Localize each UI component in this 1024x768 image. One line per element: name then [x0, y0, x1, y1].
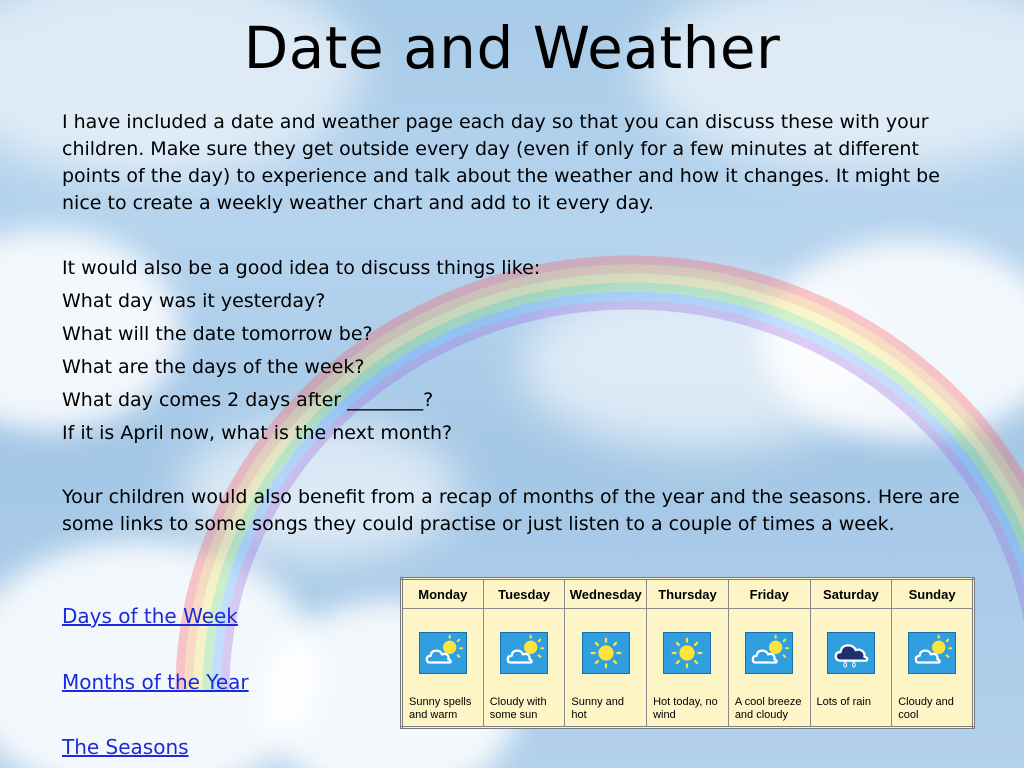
discussion-question: What day comes 2 days after ________? — [62, 389, 434, 411]
cloud-sun-icon — [501, 633, 547, 673]
sun-icon — [664, 633, 710, 673]
weather-description: Hot today, no wind — [653, 696, 718, 721]
discussion-question: If it is April now, what is the next month? — [62, 422, 453, 444]
weather-description: Cloudy with some sun — [489, 696, 547, 721]
weather-chart-body-row — [402, 609, 974, 728]
weather-description: Lots of rain — [816, 696, 871, 708]
weather-description: Sunny and hot — [571, 696, 625, 721]
sun-icon — [583, 633, 629, 673]
discussion-question: What day was it yesterday? — [62, 290, 326, 312]
weather-cell-saturday — [810, 609, 892, 728]
discussion-heading: It would also be a good idea to discuss things like: — [62, 257, 541, 279]
weather-cell-sunday — [892, 609, 974, 728]
weather-description: Sunny spells and warm — [409, 696, 472, 721]
sun-icon — [582, 632, 630, 674]
weekly-weather-chart — [400, 577, 975, 729]
day-header: Thursday — [647, 579, 729, 609]
cloud-rain-icon — [828, 633, 874, 673]
recap-paragraph: Your children would also benefit from a recap of months of the year and the seasons. Here are some links to some songs they could practise or just listen to a couple of times a week. — [62, 486, 960, 535]
day-header: Wednesday — [565, 579, 647, 609]
months-of-the-year-link[interactable]: Months of the Year — [62, 670, 249, 694]
day-header: Saturday — [810, 579, 892, 609]
day-header: Monday — [402, 579, 484, 609]
cloud-sun-icon — [420, 633, 466, 673]
the-seasons-link[interactable]: The Seasons — [62, 735, 189, 759]
cloud-rain-icon — [827, 632, 875, 674]
weather-cell-wednesday — [565, 609, 647, 728]
weather-chart-header-row — [402, 579, 974, 609]
weather-description: A cool breeze and cloudy — [734, 696, 802, 721]
weather-description: Cloudy and cool — [898, 696, 954, 721]
weather-cell-thursday — [647, 609, 729, 728]
cloud-sun-icon — [908, 632, 956, 674]
intro-paragraph: I have included a date and weather page each day so that you can discuss these with your children. Make sure they get outside every day (even if only for a few minutes at different points of the day) to experience and talk about the weather and how it changes. It might be nice to create a weekly weather chart and add to it every day. — [62, 111, 940, 214]
day-header: Friday — [728, 579, 810, 609]
discussion-question: What will the date tomorrow be? — [62, 323, 373, 345]
days-of-the-week-link[interactable]: Days of the Week — [62, 604, 238, 628]
sun-icon — [663, 632, 711, 674]
discussion-question-list — [62, 288, 452, 453]
discussion-question: What are the days of the week? — [62, 356, 365, 378]
day-header: Tuesday — [483, 579, 565, 609]
cloud-sun-icon — [909, 633, 955, 673]
slide-title: Date and Weather — [243, 14, 781, 82]
weather-cell-tuesday — [483, 609, 565, 728]
cloud-sun-icon — [746, 633, 792, 673]
cloud-sun-icon — [745, 632, 793, 674]
cloud-sun-icon — [500, 632, 548, 674]
weather-cell-monday — [402, 609, 484, 728]
day-header: Sunday — [892, 579, 974, 609]
weather-cell-friday — [728, 609, 810, 728]
cloud-sun-icon — [419, 632, 467, 674]
